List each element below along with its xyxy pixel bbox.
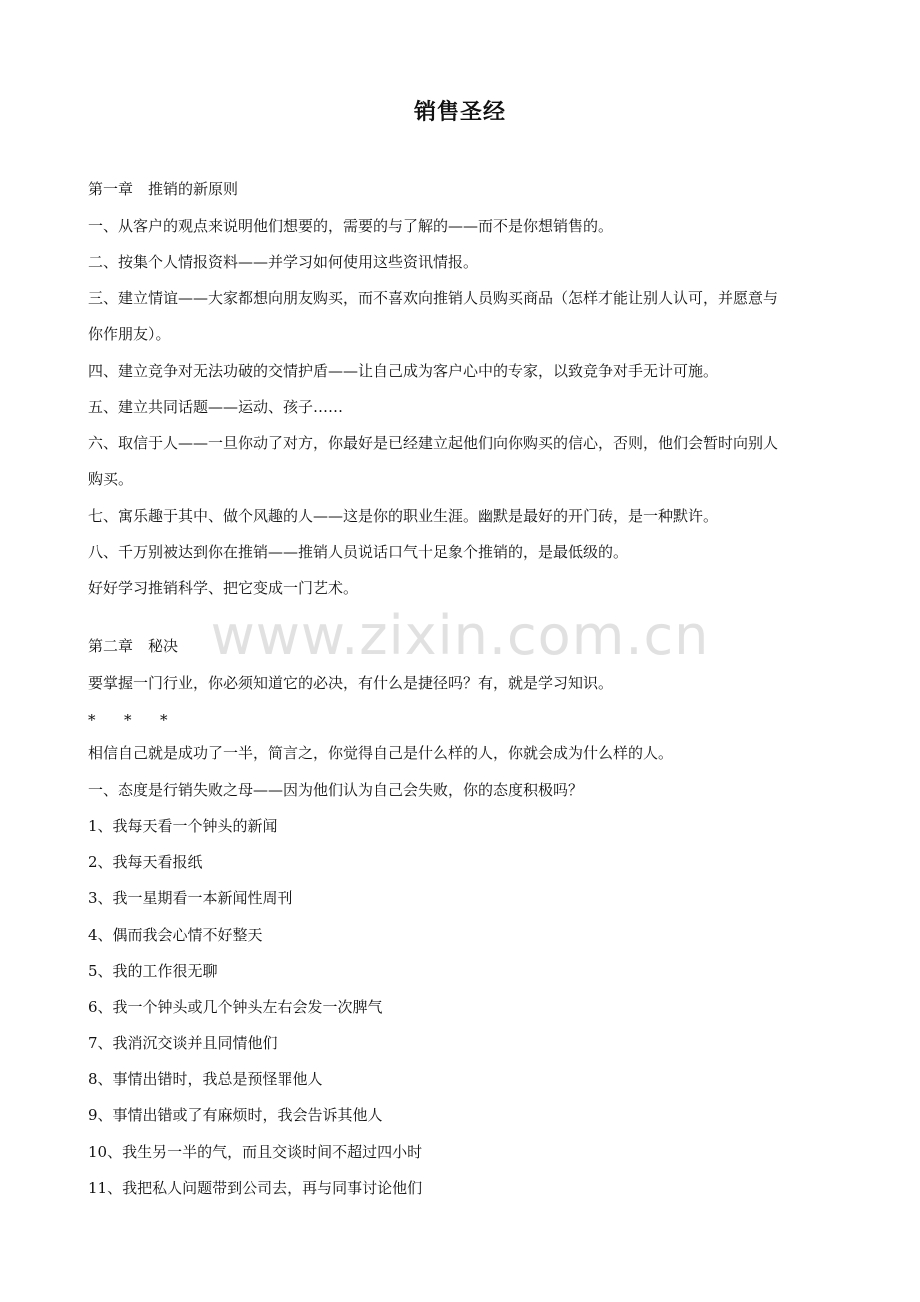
list-item: 2、我每天看报纸	[88, 853, 203, 871]
paragraph-line: 你作朋友）。	[88, 325, 171, 343]
list-item: 7、我消沉交谈并且同情他们	[88, 1034, 278, 1052]
paragraph-line: 五、建立共同话题——运动、孩子……	[88, 398, 344, 416]
paragraph-line: 一、从客户的观点来说明他们想要的，需要的与了解的——而不是你想销售的。	[88, 217, 614, 235]
chapter-1-heading: 第一章 推销的新原则	[88, 180, 239, 198]
paragraph-line: 相信自己就是成功了一半，简言之，你觉得自己是什么样的人，你就会成为什么样的人。	[88, 744, 674, 762]
paragraph-line: 三、建立情谊——大家都想向朋友购买，而不喜欢向推销人员购买商品（怎样才能让别人认可，并愿意与	[88, 289, 779, 307]
paragraph-line: 一、态度是行销失败之母——因为他们认为自己会失败，你的态度积极吗？	[88, 781, 584, 799]
paragraph-line: 要掌握一门行业，你必须知道它的必决，有什么是捷径吗？有，就是学习知识。	[88, 674, 614, 692]
paragraph-line: 八、千万别被达到你在推销——推销人员说话口气十足象个推销的，是最低级的。	[88, 543, 629, 561]
chapter-2-heading: 第二章 秘决	[88, 637, 179, 655]
star: *	[124, 711, 132, 729]
paragraph-line: 购买。	[88, 470, 134, 488]
list-item: 1、我每天看一个钟头的新闻	[88, 817, 278, 835]
paragraph-line: 四、建立竞争对无法功破的交情护盾——让自己成为客户心中的专家，以致竞争对手无计可施。	[88, 362, 719, 380]
list-item: 11、我把私人问题带到公司去，再与同事讨论他们	[88, 1179, 423, 1197]
document-title: 销售圣经	[413, 100, 506, 125]
star-separator	[88, 710, 838, 730]
list-item: 10、我生另一半的气，而且交谈时间不超过四小时	[88, 1143, 423, 1161]
watermark: www.zixin.com.cn	[210, 604, 710, 667]
star: *	[160, 711, 168, 729]
list-item: 4、偶而我会心情不好整天	[88, 926, 263, 944]
paragraph-line: 二、按集个人情报资料——并学习如何使用这些资讯情报。	[88, 253, 479, 271]
star: *	[88, 711, 96, 729]
list-item: 9、事情出错或了有麻烦时，我会告诉其他人	[88, 1106, 383, 1124]
paragraph-line: 七、寓乐趣于其中、做个风趣的人——这是你的职业生涯。幽默是最好的开门砖，是一种默许。	[88, 507, 719, 525]
list-item: 6、我一个钟头或几个钟头左右会发一次脾气	[88, 998, 383, 1016]
list-item: 5、我的工作很无聊	[88, 962, 218, 980]
paragraph-line: 好好学习推销科学、把它变成一门艺术。	[88, 579, 359, 597]
list-item: 8、事情出错时，我总是预怪罪他人	[88, 1070, 323, 1088]
list-item: 3、我一星期看一本新闻性周刊	[88, 889, 293, 907]
paragraph-line: 六、取信于人——一旦你动了对方，你最好是已经建立起他们向你购买的信心，否则，他们会暂时向别人	[88, 434, 779, 452]
